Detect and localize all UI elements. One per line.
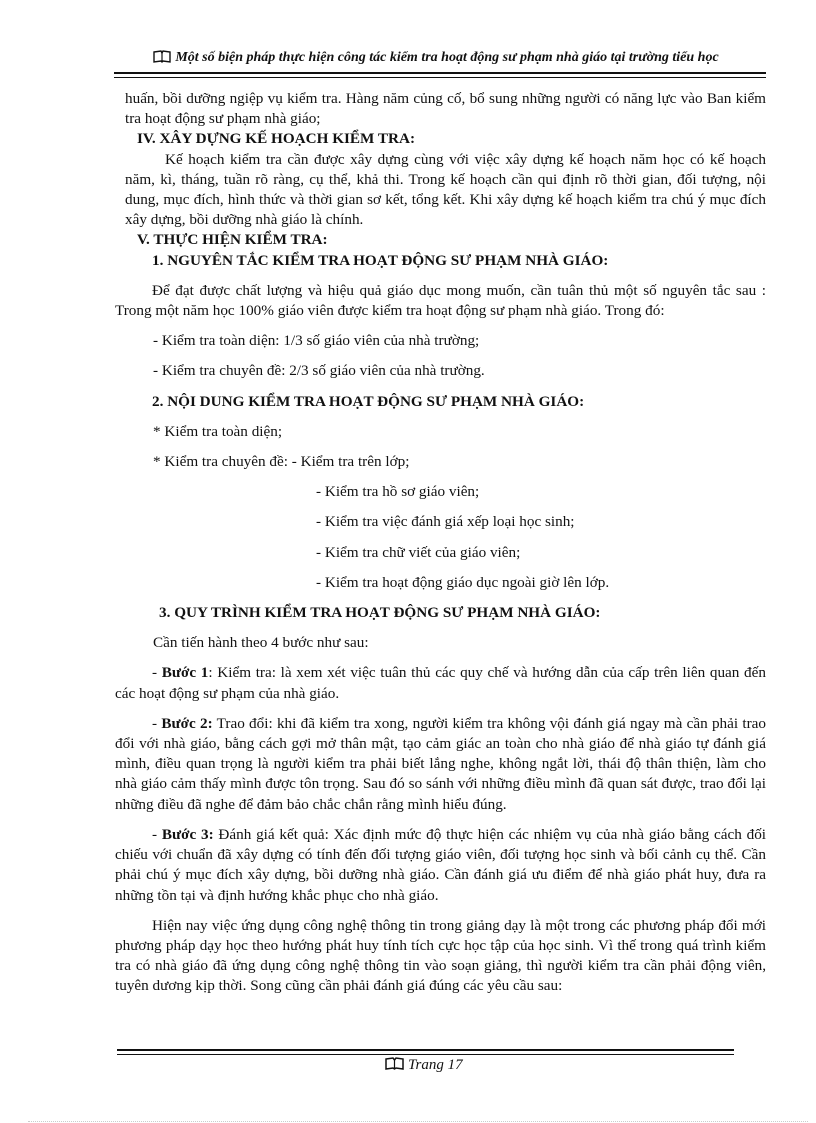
paragraph: Để đạt được chất lượng và hiệu quả giáo dục mong muốn, cần tuân thủ một số nguyên tắc sau : Trong một năm học 100% giáo viên được kiểm tra hoạt động sư phạm nhà giáo. Trong đó: [115,281,766,320]
paragraph: Kế hoạch kiểm tra cần được xây dựng cùng với việc xây dựng kế hoạch năm học có kế hoạch năm, kì, tháng, tuần rõ ràng, cụ thể, khả thi. Trong kế hoạch cần qui định rõ thời gian, đối tượng, nội dung, mục đích, hình thức và thời gian sơ kết, tổng kết. Khi xây dựng kế hoạch kiểm tra chú ý mục đích xây dựng, bồi dưỡng nhà giáo là chính. [125,150,766,229]
list-item: - Kiểm tra việc đánh giá xếp loại học sinh; [316,513,575,531]
book-icon [153,50,171,63]
list-item: * Kiểm tra toàn diện; [153,422,283,440]
subsection-heading: 1. NGUYÊN TẮC KIỂM TRA HOẠT ĐỘNG SƯ PHẠM NHÀ GIÁO: [152,251,609,269]
paragraph: - Bước 2: Trao đổi: khi đã kiểm tra xong, người kiểm tra không vội đánh giá ngay mà cần phải trao đổi với nhà giáo, bằng cách gợi mở thân mật, tạo cảm giác an toàn cho nhà giáo để nhà giáo tự đánh giá mình, điều quan trọng là người kiểm tra phải biết lắng nghe, không ngắt lời, thái độ thân thiện, làm cho nhà giáo cảm thấy mình được tôn trọng. Sau đó so sánh với những điều mình đã quan sát được, trao đổi lại những điều đã nghe để đảm bảo chắc chắn rằng mình hiểu đúng. [115,714,766,813]
list-item: - Kiểm tra chữ viết của giáo viên; [316,543,521,561]
book-icon [385,1057,404,1070]
header-title: Một số biện pháp thực hiện công tác kiểm tra hoạt động sư phạm nhà giáo tại trường tiểu học [175,50,719,65]
page-edge [28,1121,808,1122]
step-label: Bước 3: [161,825,214,843]
list-item: - Kiểm tra hoạt động giáo dục ngoài giờ lên lớp. [316,573,610,591]
step-text: Trao đổi: khi đã kiểm tra xong, người kiểm tra không vội đánh giá ngay mà cần phải trao đổi với nhà giáo, bằng cách gợi mở thân mật, tạo cảm giác an toàn cho nhà giáo để nhà giáo tự đánh giá mình, điều quan trọng là người kiểm tra phải biết lắng nghe, không ngắt lời, thái độ thân thiện, làm cho nhà giáo cảm thấy mình được tôn trọng. Sau đó so sánh với những điều mình đã quan sát được, trao đổi lại những điều đã nghe để đảm bảo chắc chắn rằng mình hiểu đúng. [115,714,766,813]
header-rule-thick [114,72,766,74]
subsection-heading: 2. NỘI DUNG KIỂM TRA HOẠT ĐỘNG SƯ PHẠM NHÀ GIÁO: [152,392,585,410]
list-item: - Kiểm tra hồ sơ giáo viên; [316,483,480,501]
page-header [105,50,767,70]
subsection-heading: 3. QUY TRÌNH KIỂM TRA HOẠT ĐỘNG SƯ PHẠM NHÀ GIÁO: [159,604,601,622]
header-rule-thin [114,77,766,78]
step-text: : Kiểm tra: là xem xét việc tuân thủ các quy chế và hướng dẫn của cấp trên liên quan đến các hoạt động sư phạm của nhà giáo. [115,664,766,702]
paragraph: huấn, bồi dưỡng ngiệp vụ kiểm tra. Hàng năm củng cố, bổ sung những người có năng lực vào Ban kiểm tra hoạt động sư phạm nhà giáo; [125,90,766,128]
section-heading: IV. XÂY DỰNG KẾ HOẠCH KIỂM TRA: [137,130,416,148]
list-item: - Kiểm tra chuyên đề: 2/3 số giáo viên của nhà trường. [153,362,485,380]
footer-rule-thin [117,1054,734,1055]
section-heading: V. THỰC HIỆN KIỂM TRA: [137,231,328,249]
list-item: * Kiểm tra chuyên đề: - Kiểm tra trên lớp; [153,453,410,471]
paragraph: Cần tiến hành theo 4 bước như sau: [153,634,369,652]
step-label: Bước 1 [161,664,209,682]
document-body [115,89,766,997]
step-text: Đánh giá kết quả: Xác định mức độ thực hiện các nhiệm vụ của nhà giáo bằng cách đối chiếu với chuẩn đã xây dựng có tính đến đối tượng giáo viên, đối tượng học sinh và bối cảnh cụ thể. Cần phải chú ý mục đích xây dựng, bồi dưỡng nhà giáo. Cần đánh giá ưu điểm để nhà giáo phát huy, đưa ra những tồn tại và định hướng khắc phục cho nhà giáo. [115,825,767,904]
paragraph: - Bước 3: Đánh giá kết quả: Xác định mức độ thực hiện các nhiệm vụ của nhà giáo bằng cách đối chiếu với chuẩn đã xây dựng có tính đến đối tượng giáo viên, đối tượng học sinh và bối cảnh cụ thể. Cần phải chú ý mục đích xây dựng, bồi dưỡng nhà giáo. Cần đánh giá ưu điểm để nhà giáo phát huy, đưa ra những tồn tại và định hướng khắc phục cho nhà giáo. [115,825,767,904]
step-label: Bước 2: [161,714,213,732]
page-footer [385,1057,505,1074]
paragraph: Hiện nay việc ứng dụng công nghệ thông tin trong giảng dạy là một trong các phương pháp đổi mới phương pháp dạy học theo hướng phát huy tính tích cực học tập của học sinh. Vì thế trong quá trình kiểm tra có nhà giáo đã ứng dụng công nghệ thông tin vào soạn giảng, thì người kiểm tra cần phải động viên, tuyên dương kịp thời. Song cũng cần phải đánh giá đúng các yêu cầu sau: [115,916,766,995]
footer-rule-thick [117,1049,734,1051]
list-item: - Kiểm tra toàn diện: 1/3 số giáo viên của nhà trường; [153,332,480,350]
page-number: Trang 17 [408,1057,463,1073]
paragraph: - Bước 1: Kiểm tra: là xem xét việc tuân thủ các quy chế và hướng dẫn của cấp trên liên quan đến các hoạt động sư phạm của nhà giáo. [115,664,766,702]
